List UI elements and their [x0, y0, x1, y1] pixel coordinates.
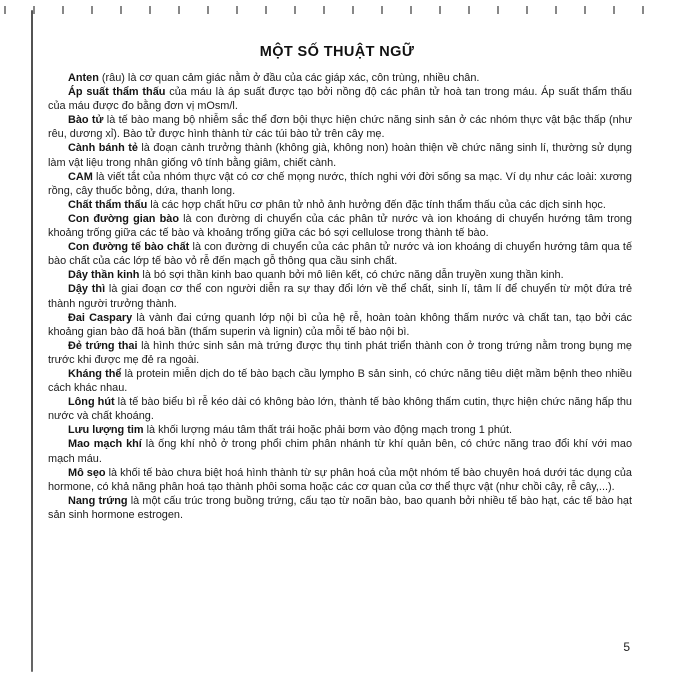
- glossary-definition: là vành đai cứng quanh lớp nội bì của hệ rễ, hoàn toàn không thấm nước và chất tan, tạo bởi các khoảng gian bào đã hoá bần (thấm superin và lignin) của mỗi tế bào nội bì.: [48, 311, 632, 338]
- glossary-term: Anten: [68, 72, 99, 84]
- glossary-entry: [48, 437, 632, 465]
- page-number: 5: [623, 640, 630, 654]
- glossary-entry: [48, 170, 632, 198]
- glossary-term: Đẻ trứng thai: [68, 339, 138, 352]
- glossary-entry: [48, 85, 632, 113]
- glossary-entry: [48, 494, 632, 522]
- glossary-term: Con đường tế bào chất: [68, 241, 190, 254]
- glossary-entry: [48, 71, 632, 85]
- glossary-entry: [48, 268, 632, 282]
- glossary-definition: là bó sợi thần kinh bao quanh bởi mô liên kết, có chức năng dẫn truyền xung thần kinh.: [139, 269, 564, 282]
- glossary-definition: là một cấu trúc trong buồng trứng, cấu tạo từ noãn bào, bao quanh bởi nhiều tế bào hạt, các tế bào hạt sản sinh hormone estrogen.: [48, 494, 633, 521]
- glossary-term: Dây thần kinh: [68, 269, 140, 282]
- scan-left-edge-line: [31, 10, 33, 672]
- glossary-definition: là khối tế bào chưa biệt hoá hình thành từ sự phân hoá của một nhóm tế bào chuyên hoá dưới tác dụng của hormone, có khả năng phân hoá tạo thành phôi soma hoặc các cơ quan của cơ thể thực vật (như chồi cây, rễ cây,...).: [48, 466, 632, 493]
- glossary-definition: (râu) là cơ quan cảm giác nằm ở đầu của các giáp xác, côn trùng, nhiều chân.: [98, 72, 480, 84]
- scan-top-tick-marks: [4, 6, 670, 14]
- glossary-entry: [48, 423, 632, 437]
- glossary-term: Mô sẹo: [68, 466, 106, 479]
- glossary-entry: [48, 212, 632, 240]
- glossary-definition: là protein miễn dịch do tế bào bạch cầu lympho B sản sinh, có chức năng tiêu diệt mầm bệnh theo nhiều cách khác nhau.: [48, 367, 632, 395]
- glossary-term: Đai Caspary: [68, 311, 133, 324]
- glossary-term: Con đường gian bào: [68, 212, 179, 225]
- glossary-entry: [48, 395, 632, 423]
- glossary-definition: là hình thức sinh sản mà trứng được thụ tinh phát triển thành con ở trong trứng nằm trong bụng mẹ trước khi được mẹ đẻ ra ngoài.: [48, 339, 632, 366]
- page-title: MỘT SỐ THUẬT NGỮ: [259, 44, 415, 60]
- glossary-definition: là tế bào mang bộ nhiễm sắc thể đơn bội thực hiện chức năng sinh sản ở các nhóm thực vật bậc thấp (như rêu, dương xỉ). Bào tử được hình thành từ các túi bào tử trên cây mẹ.: [48, 114, 632, 141]
- glossary-entry: [48, 113, 632, 141]
- glossary-definition: là giai đoạn cơ thể con người diễn ra sự thay đổi lớn về thể chất, sinh lí, tâm lí để chuyển từ một đứa trẻ thành người trưởng thành.: [48, 283, 632, 310]
- glossary-term: Lông hút: [68, 396, 115, 409]
- glossary-entry: [48, 311, 632, 339]
- glossary-entry: [48, 339, 632, 367]
- glossary-term: Dậy thì: [68, 283, 106, 296]
- glossary-term: Nang trứng: [68, 494, 128, 507]
- glossary-entry: [48, 282, 632, 310]
- glossary-term: Lưu lượng tim: [68, 424, 144, 437]
- glossary-definition: là con đường di chuyển của các phân tử nước và ion khoáng di chuyển hướng tâm qua tế bào chất của các lớp tế bào vỏ rễ đến mạch gỗ thông qua cầu sinh chất.: [48, 241, 633, 268]
- glossary-term: CAM: [68, 170, 93, 183]
- glossary-entries: [48, 71, 632, 522]
- glossary-term: Cành bánh tẻ: [68, 142, 138, 155]
- glossary-entry: [48, 466, 632, 494]
- glossary-definition: của máu là áp suất được tạo bởi nồng độ các phân tử hoà tan trong máu. Áp suất thẩm thấu của máu được đo bằng đơn vị mOsm/l.: [48, 86, 632, 113]
- glossary-definition: là tế bào biểu bì rễ kéo dài có không bào lớn, thành tế bào không thấm cutin, thực hiện chức năng hấp thu nước và chất khoáng.: [48, 396, 632, 423]
- glossary-term: Kháng thể: [68, 367, 122, 380]
- glossary-entry: [48, 367, 632, 395]
- glossary-definition: là viết tắt của nhóm thực vật có cơ chế mọng nước, thích nghi với đời sống sa mạc. Ví dụ như các loài: xương rồng, cây thuốc bỏng, dứa, thanh long.: [48, 170, 632, 197]
- glossary-definition: là con đường di chuyển của các phân tử nước và ion khoáng di chuyển hướng tâm trong khoảng trống giữa các tế bào và khoảng trống giữa các bó sợi cellulose trong thành tế bào.: [48, 212, 632, 240]
- glossary-entry: [48, 240, 632, 268]
- glossary-definition: là đoạn cành trưởng thành (không già, không non) hoàn thiện về chức năng sinh lí, thường sử dụng làm vật liệu trong nhân giống vô tính bằng giâm, chiết cành.: [48, 142, 632, 169]
- glossary-definition: là khối lượng máu tâm thất trái hoặc phải bơm vào động mạch trong 1 phút.: [143, 424, 513, 437]
- glossary-term: Chất thẩm thấu: [68, 198, 148, 211]
- glossary-definition: là các hợp chất hữu cơ phân tử nhỏ ảnh hưởng đến đặc tính thẩm thấu của các dịch sinh học.: [147, 198, 606, 211]
- glossary-term: Áp suất thẩm thấu: [68, 86, 166, 99]
- glossary-definition: là ống khí nhỏ ở trong phổi chim phân nhánh từ khí quản bên, có chức năng trao đổi khí với mao mạch máu.: [48, 438, 632, 465]
- glossary-entry: [48, 198, 632, 212]
- glossary-entry: [48, 141, 632, 169]
- glossary-term: Bào tử: [68, 114, 104, 127]
- glossary-term: Mao mạch khí: [68, 438, 142, 451]
